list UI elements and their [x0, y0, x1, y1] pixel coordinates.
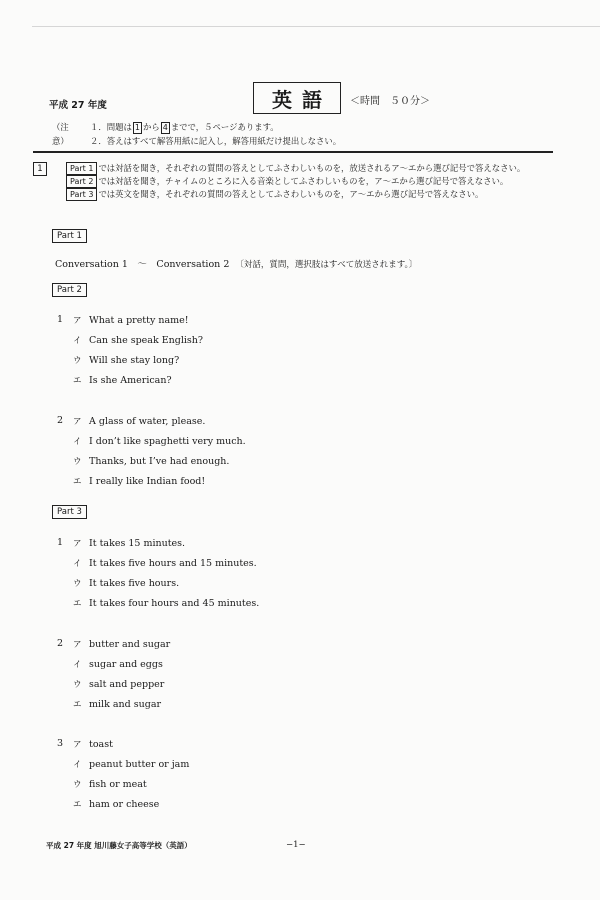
option-kana: ウ: [73, 579, 82, 589]
option-text: It takes five hours.: [89, 578, 180, 589]
option-text: Thanks, but I’ve had enough.: [89, 456, 230, 467]
option-kana: ウ: [73, 780, 82, 790]
answer-option: [73, 738, 113, 750]
answer-option: [73, 354, 179, 366]
instruction-text: では対話を聞き，それぞれの質問の答えとしてふさわしいものを，放送されるア〜エから選び記号で答えなさい。: [98, 163, 526, 173]
option-kana: エ: [73, 800, 82, 810]
instruction-part3: [66, 188, 483, 201]
option-text: Will she stay long?: [89, 355, 180, 366]
option-kana: エ: [73, 477, 82, 487]
conversation-note: 〔対話，質問，選択肢はすべて放送されます。〕: [235, 260, 418, 270]
answer-option: [73, 678, 164, 690]
instruction-text: では英文を聞き，それぞれの質問の答えとしてふさわしいものを，ア〜エから選び記号で答えなさい。: [98, 189, 484, 199]
answer-option: [73, 698, 161, 710]
question-number: 2: [57, 415, 64, 426]
exam-time: ＜時間 ５０分＞: [350, 96, 430, 107]
conversation-line: [55, 256, 417, 270]
part-box: Part 1: [66, 162, 97, 175]
part-box: Part 2: [66, 175, 97, 188]
option-text: fish or meat: [89, 779, 147, 790]
note-1-mid: から: [142, 122, 160, 132]
answer-option: [73, 577, 179, 589]
option-kana: エ: [73, 700, 82, 710]
answer-option: [73, 557, 257, 569]
option-text: Is she American?: [89, 375, 172, 386]
option-text: toast: [89, 739, 113, 750]
note-line-1: [90, 120, 279, 134]
option-text: I really like Indian food!: [89, 476, 206, 487]
option-kana: イ: [73, 559, 82, 569]
option-kana: イ: [73, 760, 82, 770]
top-rule: [32, 26, 600, 27]
instruction-part2: [66, 175, 508, 188]
answer-option: [73, 778, 147, 790]
option-kana: イ: [73, 437, 82, 447]
answer-option: [73, 537, 185, 549]
answer-option: [73, 638, 170, 650]
option-text: sugar and eggs: [89, 659, 163, 670]
page-number: −1−: [286, 840, 306, 850]
question-number: 3: [57, 738, 64, 749]
note-box-1: 1: [134, 123, 140, 132]
option-kana: ウ: [73, 457, 82, 467]
note-1-prefix: １．問題は: [90, 122, 132, 132]
option-text: ham or cheese: [89, 799, 160, 810]
option-text: It takes five hours and 15 minutes.: [89, 558, 257, 569]
footer-school: 平成 27 年度 旭川藤女子高等学校（英語）: [46, 841, 192, 850]
answer-option: [73, 658, 163, 670]
option-text: salt and pepper: [89, 679, 165, 690]
part2-label: Part 2: [52, 283, 87, 297]
answer-option: [73, 334, 203, 346]
option-text: It takes four hours and 45 minutes.: [89, 598, 260, 609]
answer-option: [73, 374, 172, 386]
answer-option: [73, 455, 229, 467]
option-kana: ア: [73, 539, 82, 549]
part1-label: Part 1: [52, 229, 87, 243]
option-kana: ア: [73, 640, 82, 650]
subject-title: 英語: [253, 82, 341, 114]
option-text: It takes 15 minutes.: [89, 538, 186, 549]
note-1-suffix: までで，５ページあります。: [170, 122, 279, 132]
part3-label: Part 3: [52, 505, 87, 519]
question-number: 1: [57, 314, 64, 325]
option-kana: イ: [73, 336, 82, 346]
conversation-range: Conversation 1 〜 Conversation 2: [55, 259, 230, 270]
instruction-part1: [66, 162, 525, 175]
option-text: A glass of water, please.: [89, 416, 206, 427]
notes-label: （注意）: [52, 122, 69, 146]
answer-option: [73, 597, 259, 609]
answer-option: [73, 314, 189, 326]
option-kana: ア: [73, 740, 82, 750]
option-kana: ウ: [73, 356, 82, 366]
section-divider: [33, 151, 553, 153]
note-box-4: 4: [162, 123, 168, 132]
instruction-text: では対話を聞き，チャイムのところに入る音楽としてふさわしいものを，ア〜エから選び記号で答えなさい。: [98, 176, 509, 186]
answer-option: [73, 798, 159, 810]
option-kana: ア: [73, 417, 82, 427]
option-kana: エ: [73, 599, 82, 609]
option-text: Can she speak English?: [89, 335, 204, 346]
exam-year: 平成 27 年度: [49, 100, 107, 111]
option-kana: ウ: [73, 680, 82, 690]
part-box: Part 3: [66, 188, 97, 201]
option-text: butter and sugar: [89, 639, 171, 650]
question-number: 1: [57, 537, 64, 548]
option-kana: エ: [73, 376, 82, 386]
question-number: 2: [57, 638, 64, 649]
option-text: milk and sugar: [89, 699, 162, 710]
option-text: What a pretty name!: [89, 315, 189, 326]
option-text: peanut butter or jam: [89, 759, 190, 770]
note-line-2: ２．答えはすべて解答用紙に記入し，解答用紙だけ提出しなさい。: [90, 136, 342, 146]
option-text: I don’t like spaghetti very much.: [89, 436, 246, 447]
question-number-box: 1: [33, 162, 47, 176]
option-kana: ア: [73, 316, 82, 326]
answer-option: [73, 475, 205, 487]
answer-option: [73, 435, 246, 447]
answer-option: [73, 415, 205, 427]
answer-option: [73, 758, 189, 770]
option-kana: イ: [73, 660, 82, 670]
